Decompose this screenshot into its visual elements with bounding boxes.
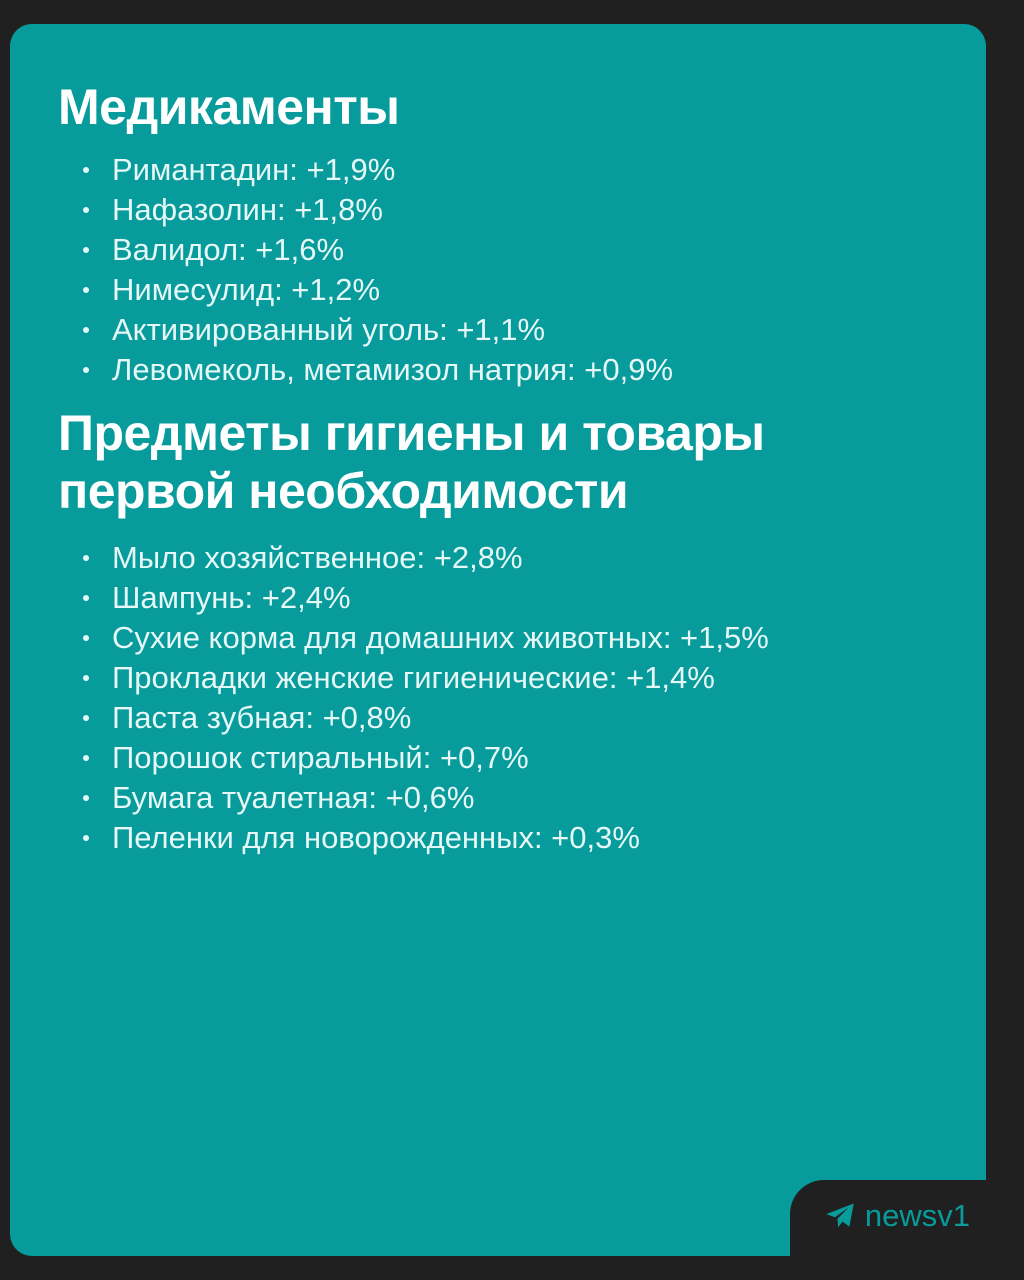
- section-title-medicines: Медикаменты: [58, 79, 400, 135]
- list-item: [58, 538, 946, 578]
- list-item: [58, 618, 946, 658]
- list-item-text: Левомеколь, метамизол натрия: +0,9%: [112, 352, 674, 387]
- list-item-text: Римантадин: +1,9%: [112, 152, 396, 187]
- section-title-line-2: первой необходимости: [58, 463, 629, 519]
- list-item: [58, 818, 946, 858]
- bullet-icon: [83, 755, 89, 761]
- bullet-icon: [83, 675, 89, 681]
- bullet-icon: [83, 715, 89, 721]
- list-item-text: Сухие корма для домашних животных: +1,5%: [112, 620, 769, 655]
- bullet-icon: [83, 167, 89, 173]
- list-item-text: Нафазолин: +1,8%: [112, 192, 383, 227]
- bullet-icon: [83, 247, 89, 253]
- list-item: [58, 578, 946, 618]
- list-item-text: Шампунь: +2,4%: [112, 580, 351, 615]
- list-item-text: Мыло хозяйственное: +2,8%: [112, 540, 523, 575]
- list-item-text: Пеленки для новорожденных: +0,3%: [112, 820, 640, 855]
- bullet-icon: [83, 595, 89, 601]
- bullet-icon: [83, 367, 89, 373]
- telegram-plane-icon: [825, 1202, 855, 1230]
- content-area: [58, 78, 946, 858]
- section-title-hygiene: [58, 404, 946, 520]
- hygiene-list: [58, 538, 946, 858]
- section-title-line-1: Предметы гигиены и товары: [58, 405, 765, 461]
- list-item-text: Паста зубная: +0,8%: [112, 700, 412, 735]
- bullet-icon: [83, 835, 89, 841]
- list-item: [58, 230, 946, 270]
- list-item: [58, 310, 946, 350]
- bullet-icon: [83, 635, 89, 641]
- list-item-text: Активированный уголь: +1,1%: [112, 312, 546, 347]
- list-item-text: Валидол: +1,6%: [112, 232, 345, 267]
- bullet-icon: [83, 555, 89, 561]
- list-item: [58, 658, 946, 698]
- content-card: [10, 24, 986, 1256]
- list-item: [58, 190, 946, 230]
- list-item-text: Бумага туалетная: +0,6%: [112, 780, 475, 815]
- bullet-icon: [83, 287, 89, 293]
- bullet-icon: [83, 795, 89, 801]
- list-item-text: Порошок стиральный: +0,7%: [112, 740, 529, 775]
- bullet-icon: [83, 327, 89, 333]
- list-item-text: Прокладки женские гигиенические: +1,4%: [112, 660, 715, 695]
- list-item-text: Нимесулид: +1,2%: [112, 272, 381, 307]
- list-item: [58, 150, 946, 190]
- list-item: [58, 738, 946, 778]
- medicines-list: [58, 150, 946, 390]
- bullet-icon: [83, 207, 89, 213]
- list-item: [58, 270, 946, 310]
- brand-watermark[interactable]: [825, 1198, 970, 1234]
- list-item: [58, 350, 946, 390]
- list-item: [58, 778, 946, 818]
- list-item: [58, 698, 946, 738]
- brand-label: newsv1: [864, 1198, 970, 1233]
